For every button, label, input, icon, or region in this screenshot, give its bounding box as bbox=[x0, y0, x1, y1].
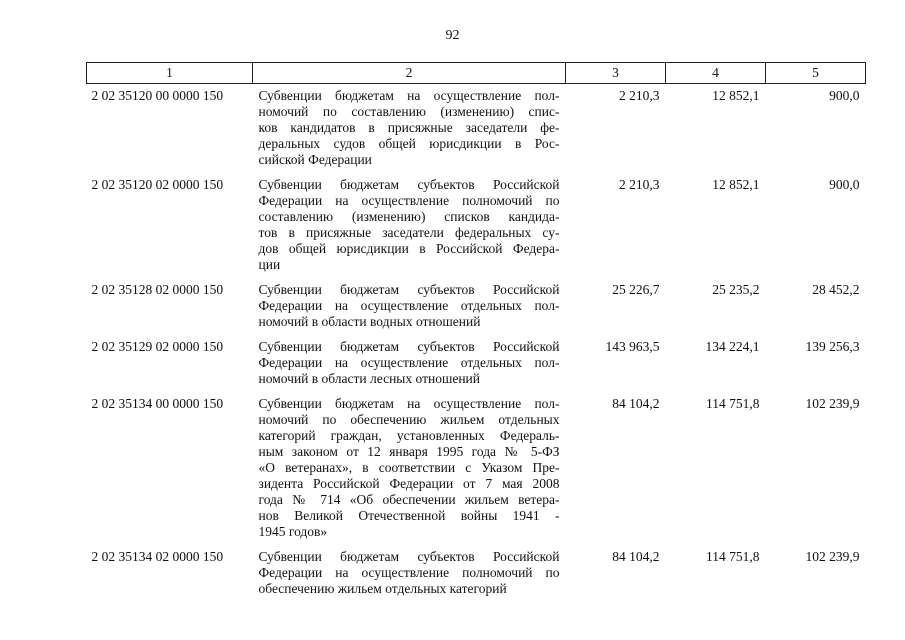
description-line: года № 714 «Об обеспечении жильем ветера- bbox=[258, 492, 560, 507]
description-line: зидента Российской Федерации от 7 мая 2008 bbox=[258, 476, 560, 491]
income-description bbox=[253, 396, 566, 549]
description-line: Субвенции бюджетам субъектов Российской bbox=[258, 282, 560, 297]
table-row bbox=[87, 177, 866, 282]
description-line: Субвенции бюджетам на осуществление пол- bbox=[258, 396, 560, 411]
description-line: номочий в области водных отношений bbox=[258, 314, 481, 329]
description-line: Субвенции бюджетам на осуществление пол- bbox=[258, 88, 560, 103]
amount-column-5: 139 256,3 bbox=[805, 339, 860, 354]
amount-column-4: 12 852,1 bbox=[712, 177, 760, 192]
description-line: ции bbox=[258, 257, 281, 272]
classification-code: 2 02 35120 00 0000 150 bbox=[91, 88, 224, 103]
amount-column-5: 102 239,9 bbox=[805, 549, 860, 564]
description-line: ков кандидатов в присяжные заседатели фе- bbox=[258, 120, 560, 135]
description-line: обеспечению жильем отдельных категорий bbox=[258, 581, 507, 596]
amount-column-4: 25 235,2 bbox=[712, 282, 760, 297]
description-line: дов общей юрисдикции в Российской Федера- bbox=[258, 241, 560, 256]
amount-column-4: 114 751,8 bbox=[706, 549, 760, 564]
amount-column-5: 28 452,2 bbox=[812, 282, 860, 297]
description-line: нов Великой Отечественной войны 1941 - bbox=[258, 508, 560, 523]
description-line: составлению (изменению) списков кандида- bbox=[258, 209, 560, 224]
amount-column-4: 12 852,1 bbox=[712, 88, 760, 103]
amount-column-4: 114 751,8 bbox=[706, 396, 760, 411]
table-row bbox=[87, 339, 866, 396]
description-line: Федерации на осуществление отдельных пол- bbox=[258, 298, 560, 313]
description-line: Субвенции бюджетам субъектов Российской bbox=[258, 549, 560, 564]
classification-code: 2 02 35134 00 0000 150 bbox=[91, 396, 224, 411]
column-header-2: 2 bbox=[253, 63, 566, 84]
description-line: номочий по составлению (изменению) спис- bbox=[258, 104, 560, 119]
income-description bbox=[253, 339, 566, 396]
table-row bbox=[87, 396, 866, 549]
description-line: сийской Федерации bbox=[258, 152, 372, 167]
page-number: 92 bbox=[445, 28, 460, 43]
description-line: тов в присяжные заседатели федеральных су- bbox=[258, 225, 560, 240]
description-line: «О ветеранах», в соответствии с Указом Пре- bbox=[258, 460, 560, 475]
amount-column-5: 102 239,9 bbox=[805, 396, 860, 411]
table-row bbox=[87, 84, 866, 178]
amount-column-3: 84 104,2 bbox=[612, 396, 660, 411]
description-line: номочий в области лесных отношений bbox=[258, 371, 481, 386]
description-line: Субвенции бюджетам субъектов Российской bbox=[258, 339, 560, 354]
description-line: Федерации на осуществление полномочий по bbox=[258, 565, 560, 580]
income-description bbox=[253, 84, 566, 178]
table-header-row bbox=[87, 63, 866, 84]
budget-table bbox=[86, 62, 866, 597]
description-line: категорий граждан, установленных Федераль- bbox=[258, 428, 560, 443]
column-header-5: 5 bbox=[766, 63, 866, 84]
classification-code: 2 02 35129 02 0000 150 bbox=[91, 339, 224, 354]
income-description bbox=[253, 549, 566, 597]
description-line: деральных судов общей юрисдикции в Рос- bbox=[258, 136, 560, 151]
amount-column-4: 134 224,1 bbox=[705, 339, 760, 354]
table-row bbox=[87, 282, 866, 339]
column-header-3: 3 bbox=[566, 63, 666, 84]
amount-column-5: 900,0 bbox=[829, 88, 860, 103]
classification-code: 2 02 35120 02 0000 150 bbox=[91, 177, 224, 192]
description-line: Субвенции бюджетам субъектов Российской bbox=[258, 177, 560, 192]
table-body bbox=[87, 84, 866, 598]
classification-code: 2 02 35134 02 0000 150 bbox=[91, 549, 224, 564]
amount-column-3: 2 210,3 bbox=[619, 88, 660, 103]
column-header-4: 4 bbox=[666, 63, 766, 84]
amount-column-5: 900,0 bbox=[829, 177, 860, 192]
income-description bbox=[253, 177, 566, 282]
column-header-1: 1 bbox=[87, 63, 253, 84]
amount-column-3: 2 210,3 bbox=[619, 177, 660, 192]
table-row bbox=[87, 549, 866, 597]
income-description bbox=[253, 282, 566, 339]
amount-column-3: 143 963,5 bbox=[605, 339, 660, 354]
classification-code: 2 02 35128 02 0000 150 bbox=[91, 282, 224, 297]
description-line: 1945 годов» bbox=[258, 524, 328, 539]
amount-column-3: 25 226,7 bbox=[612, 282, 660, 297]
amount-column-3: 84 104,2 bbox=[612, 549, 660, 564]
description-line: номочий по обеспечению жильем отдельных bbox=[258, 412, 560, 427]
description-line: ным законом от 12 января 1995 года № 5-ФЗ bbox=[258, 444, 560, 459]
description-line: Федерации на осуществление полномочий по bbox=[258, 193, 560, 208]
description-line: Федерации на осуществление отдельных пол- bbox=[258, 355, 560, 370]
